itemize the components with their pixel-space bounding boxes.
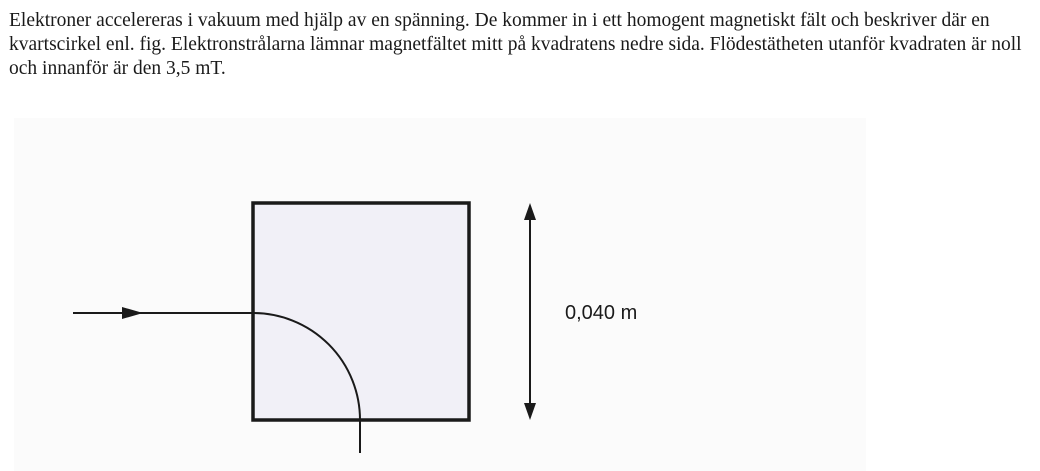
dimension-arrowhead-top bbox=[524, 203, 536, 220]
magnetic-field-square bbox=[253, 203, 469, 420]
dimension-label: 0,040 m bbox=[565, 302, 638, 324]
problem-text: Elektroner accelereras i vakuum med hjälp av en spänning. De kommer in i ett homogent magnetiskt fält och beskriver där en kvartscirkel enl. fig. Elektronstrålarna lämnar magnetfältet mitt på kvadratens nedre sida. Flödestätheten utanför kvadraten är noll och innanför är den 3,5 mT. bbox=[9, 10, 1022, 79]
dimension-arrowhead-bottom bbox=[524, 403, 536, 420]
incoming-beam-arrowhead bbox=[122, 307, 143, 319]
